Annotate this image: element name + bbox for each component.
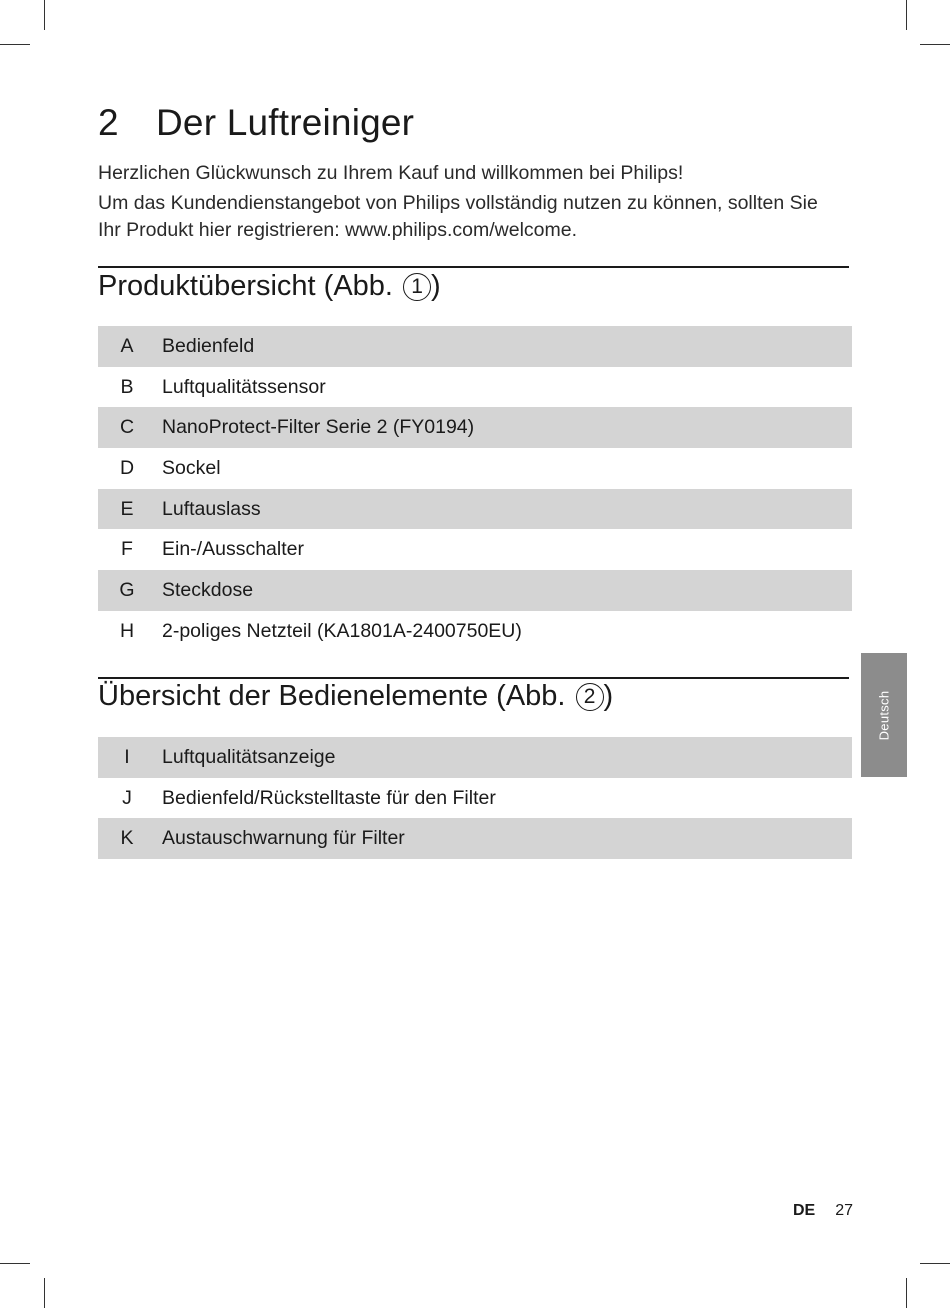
part-label: Bedienfeld/Rückstelltaste für den Filter	[162, 786, 496, 809]
part-letter: J	[122, 786, 132, 809]
part-letter: I	[124, 745, 130, 768]
part-label: Luftqualitätssensor	[162, 375, 326, 398]
part-row	[98, 407, 852, 448]
section-title-close: )	[431, 270, 441, 302]
crop-mark	[44, 1278, 45, 1308]
part-letter: B	[120, 375, 134, 398]
footer-language-code: DE	[792, 1202, 816, 1219]
part-label: Luftauslass	[162, 497, 261, 520]
crop-mark	[0, 1263, 30, 1264]
page-number: 27	[835, 1202, 853, 1219]
part-row	[98, 570, 852, 611]
chapter-heading	[98, 102, 414, 144]
part-letter: G	[119, 578, 135, 601]
part-row	[98, 529, 852, 570]
crop-mark	[44, 0, 45, 30]
part-letter: K	[120, 827, 134, 850]
section-title-controls-overview	[98, 680, 613, 713]
part-label: 2-poliges Netzteil (KA1801A-2400750EU)	[162, 619, 522, 642]
part-row	[98, 489, 852, 530]
figure-number-badge: 2	[576, 683, 604, 711]
figure-number-badge: 1	[403, 273, 431, 301]
part-row	[98, 367, 852, 408]
section-title-close: )	[603, 680, 614, 712]
language-side-tab	[861, 653, 907, 777]
intro-registration: Um das Kundendienstangebot von Philips vollständig nutzen zu können, sollten Sie Ihr Produkt hier registrieren: www.philips.com/welcome.	[98, 192, 818, 241]
part-letter: H	[119, 619, 135, 642]
part-row	[98, 737, 852, 778]
part-letter: E	[120, 497, 134, 520]
part-row	[98, 818, 852, 859]
product-parts-table	[98, 326, 852, 652]
part-label: Luftqualitätsanzeige	[162, 745, 336, 768]
part-row	[98, 448, 852, 489]
part-letter: F	[121, 538, 133, 561]
part-row	[98, 611, 852, 652]
crop-mark	[920, 1263, 950, 1264]
crop-mark	[0, 44, 30, 45]
chapter-number: 2	[98, 102, 119, 143]
part-label: Steckdose	[162, 578, 254, 601]
part-letter: C	[119, 416, 135, 439]
section-title-product-overview	[98, 270, 441, 303]
part-row	[98, 326, 852, 367]
crop-mark	[906, 0, 907, 30]
controls-parts-table	[98, 737, 852, 859]
crop-mark	[906, 1278, 907, 1308]
part-label: NanoProtect-Filter Serie 2 (FY0194)	[162, 416, 475, 439]
part-label: Sockel	[162, 456, 221, 479]
part-letter: D	[119, 456, 135, 479]
section-title-text: Produktübersicht (Abb.	[98, 270, 402, 302]
part-label: Bedienfeld	[162, 334, 255, 357]
crop-mark	[920, 44, 950, 45]
language-side-tab-label: Deutsch	[876, 690, 892, 740]
section-divider	[98, 677, 849, 679]
part-letter: A	[120, 334, 134, 357]
section-divider	[98, 266, 849, 268]
page-footer	[793, 1202, 853, 1220]
section-title-text: Übersicht der Bedienelemente (Abb.	[98, 680, 574, 712]
part-label: Austauschwarnung für Filter	[162, 827, 405, 850]
part-row	[98, 778, 852, 819]
chapter-title: Der Luftreiniger	[156, 102, 415, 143]
intro-greeting: Herzlichen Glückwunsch zu Ihrem Kauf und willkommen bei Philips!	[98, 162, 684, 184]
part-label: Ein-/Ausschalter	[162, 538, 304, 561]
